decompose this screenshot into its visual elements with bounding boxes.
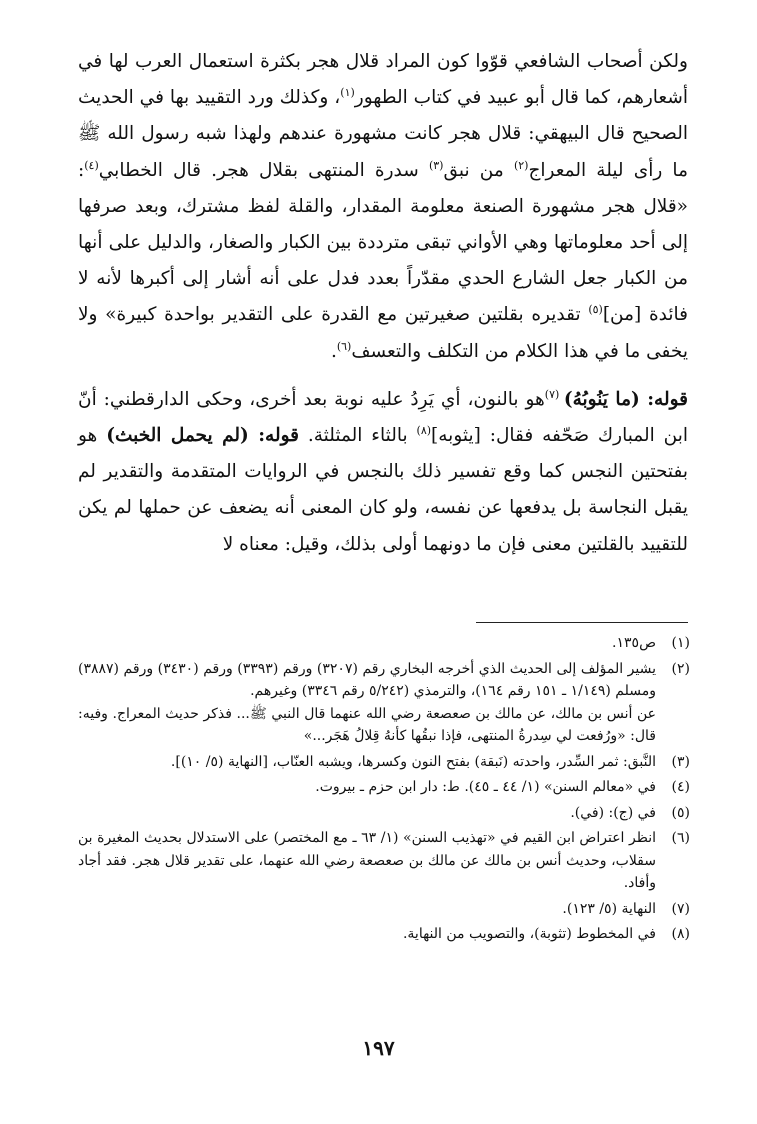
footnote-ref-4[interactable]: (٤) xyxy=(84,158,99,172)
footnote-number: (٣) xyxy=(671,753,690,770)
text-run: بالثاء المثلثة. xyxy=(299,425,417,447)
footnote-line: عن أنس بن مالك، عن مالك بن صعصعة رضي الله عنهما قال النبي ﷺ... فذكر حديث المعراج. وفيه: قال: «ورُفعت لي سِدرةُ المنتهى، فإذا نبقُها كأنهُ قِلالُ هَجَر...» xyxy=(78,705,656,744)
footnote-ref-7[interactable]: (٧) xyxy=(544,387,564,401)
footnote-text xyxy=(78,802,656,825)
text-run: تقديره بقلتين صغيرتين مع القدرة على التقدير بواحدة كبيرة» ولا يخفى ما في هذا الكلام من التكلف والتعسف xyxy=(78,304,688,362)
paragraph-2 xyxy=(78,382,688,563)
footnote-item xyxy=(78,776,690,799)
text-run: من نبق xyxy=(443,159,514,181)
footnote-number: (٤) xyxy=(671,779,690,795)
footnote-ref-5[interactable]: (٥) xyxy=(588,303,603,317)
footnote-item xyxy=(78,827,690,895)
footnote-separator xyxy=(476,622,688,623)
text-run: هو بفتحتين النجس كما وقع تفسير ذلك بالنجس في الروايات المتقدمة والتقدير لم يقبل النجاسة بل يدفعها عن نفسه، ولو كان المعنى أنه يضعف عن حملها لم يكن للتقييد بالقلتين معنى فإن ما دونهما أولى بذلك، وقيل: معناه لا xyxy=(78,425,688,555)
footnotes-list xyxy=(78,632,690,949)
text-run: ولكن أصحاب الشافعي قوّوا كون المراد قلال هجر بكثرة استعمال العرب لها في أشعارهم، كما قال أبو عبيد في كتاب الطهور xyxy=(78,51,688,109)
footnote-line: ص١٣٥. xyxy=(612,635,656,651)
footnote-text xyxy=(78,658,656,748)
footnote-line: في (ج): (في). xyxy=(570,804,656,821)
footnote-ref-3[interactable]: (٣) xyxy=(428,158,444,172)
bold-heading-run: قوله: (لم يحمل الخبث) xyxy=(106,425,299,447)
footnote-ref-1[interactable]: (١) xyxy=(340,86,355,100)
footnote-text xyxy=(78,751,656,774)
footnote-number: (٦) xyxy=(671,830,690,846)
footnote-number: (٨) xyxy=(671,926,690,942)
footnote-text xyxy=(78,827,656,895)
footnote-item xyxy=(78,923,690,946)
footnote-line: النَّبق: ثمر السِّدر، واحدته (نَبقة) بفتح النون وكسرها، ويشبه العنّاب، [النهاية (٥/ ١٠)]. xyxy=(170,753,656,770)
footnote-text xyxy=(78,923,656,946)
footnote-item xyxy=(78,632,690,655)
paragraph-1 xyxy=(78,44,688,370)
footnote-item xyxy=(78,751,690,774)
text-run: هو بالنون، أي يَرِدُ عليه نوبة بعد أخرى، وحكى الدارقطني: أنّ ابن المبارك صَحّفه فقال: [يثوبه] xyxy=(78,388,689,447)
footnote-text xyxy=(78,776,656,799)
footnote-line: يشير المؤلف إلى الحديث الذي أخرجه البخاري رقم (٣٢٠٧) ورقم (٣٣٩٣) ورقم (٣٤٣٠) ورقم (٣٨٨٧) ومسلم (١/١٤٩ ـ ١٥١ رقم ١٦٤)، والترمذي (٥/٢٤٢ رقم ٣٣٤٦) وغيرهم. xyxy=(78,660,656,699)
footnote-line: النهاية (٥/ ١٢٣). xyxy=(562,900,656,917)
text-run: ، وكذلك ورد التقييد بها في الحديث الصحيح قال البيهقي: قلال هجر كانت مشهورة عندهم ولهذا شبه رسول الله ﷺ ما رأى ليلة المعراج xyxy=(78,87,688,181)
page-number: ١٩٧ xyxy=(362,1036,395,1060)
footnote-number: (٢) xyxy=(671,660,690,677)
footnote-text xyxy=(78,898,656,921)
bold-heading-run: قوله: (ما يَنُوبُهُ) xyxy=(563,388,688,410)
footnote-line: في «معالم السنن» (١/ ٤٤ ـ ٤٥). ط: دار ابن حزم ـ بيروت. xyxy=(315,779,656,795)
footnote-number: (٥) xyxy=(671,804,690,821)
text-run: . xyxy=(330,340,337,362)
text-run: : «قلال هجر مشهورة الصنعة معلومة المقدار، والقلة لفظ مشترك، وبعد صرفها إلى أحد معلوماتها وهي الأواني تبقى مترددة بين الكبار والصغار، والدليل على أنها من الكبار جعل الشارع الحدي مقدّراً بعدد فدل على أنه أشار إلى أكبرها لأنه لا فائدة [من] xyxy=(78,159,689,326)
footnote-text xyxy=(78,632,656,655)
footnote-item xyxy=(78,898,690,921)
footnote-number: (١) xyxy=(671,635,690,651)
footnote-item xyxy=(78,802,690,825)
main-text xyxy=(78,44,688,563)
footnote-line: في المخطوط (تثوبة)، والتصويب من النهاية. xyxy=(402,926,656,942)
footnote-ref-6[interactable]: (٦) xyxy=(336,339,352,353)
footnote-line: انظر اعتراض ابن القيم في «تهذيب السنن» (١/ ٦٣ ـ مع المختصر) على الاستدلال بحديث المغيرة بن سقلاب، وحديث أنس بن مالك عن مالك بن صعصعة رضي الله عنهما، على تقدير قلال هجر. فقد أجاد وأفاد. xyxy=(78,830,657,891)
footnote-ref-2[interactable]: (٢) xyxy=(513,158,529,172)
text-run: سدرة المنتهى بقلال هجر. قال الخطابي xyxy=(98,159,429,181)
footnote-item xyxy=(78,658,690,748)
footnote-number: (٧) xyxy=(671,900,690,917)
footnote-ref-8[interactable]: (٨) xyxy=(416,423,432,437)
